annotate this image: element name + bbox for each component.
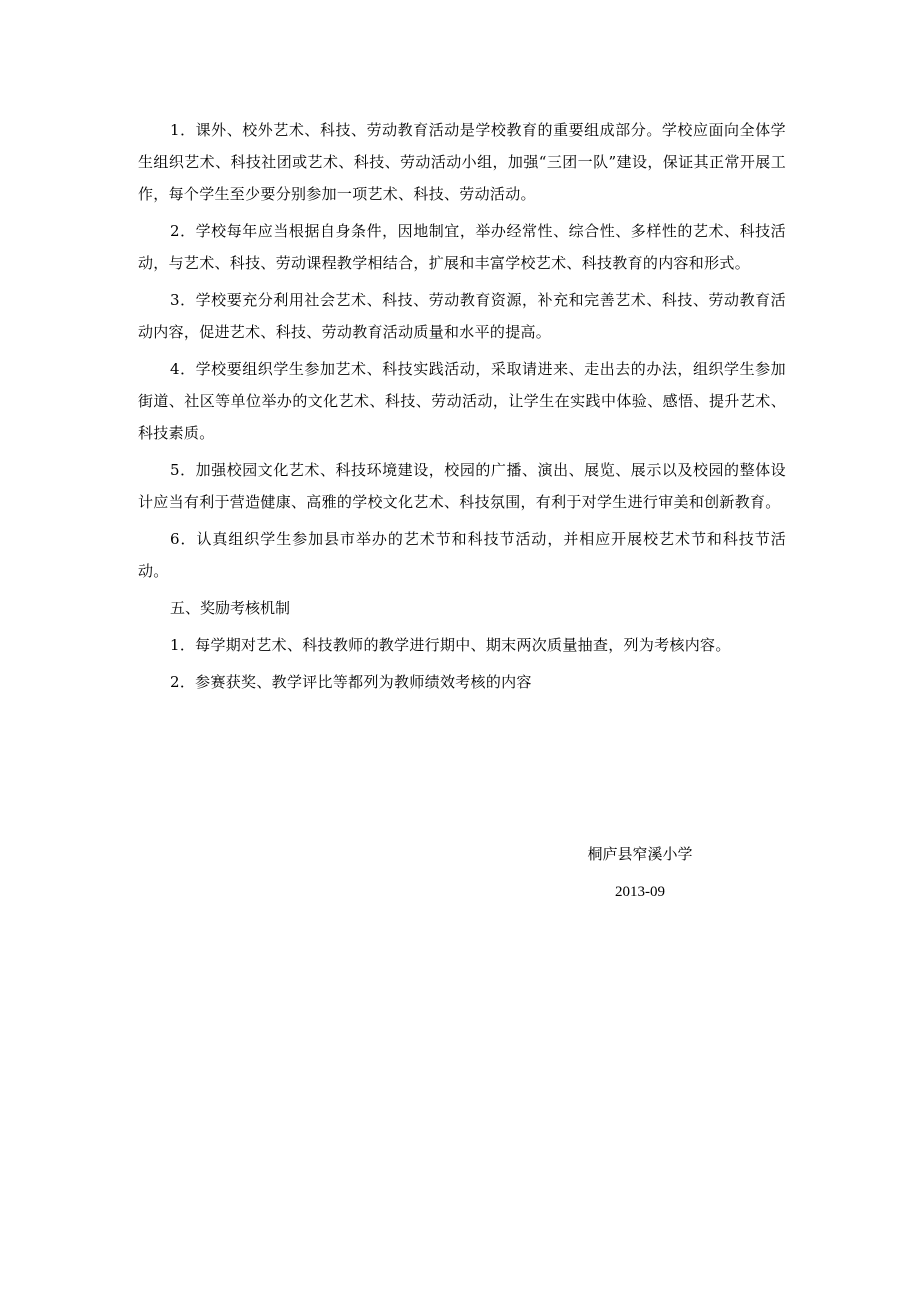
paragraph-4-5: 5．加强校园文化艺术、科技环境建设，校园的广播、演出、展览、展示以及校园的整体设计应当有利于营造健康、高雅的学校文化艺术、科技氛围，有利于对学生进行审美和创新教育。 bbox=[138, 461, 786, 511]
section-heading-rewards: 五、奖励考核机制 bbox=[170, 599, 291, 617]
paragraph-4-2: 2．学校每年应当根据自身条件，因地制宜，举办经常性、综合性、多样性的艺术、科技活动，与艺术、科技、劳动课程教学相结合，扩展和丰富学校艺术、科技教育的内容和形式。 bbox=[138, 222, 786, 272]
signature-date: 2013-09 bbox=[615, 884, 665, 900]
paragraph-5-2: 2．参赛获奖、教学评比等都列为教师绩效考核的内容 bbox=[170, 673, 532, 691]
paragraph-4-4: 4．学校要组织学生参加艺术、科技实践活动，采取请进来、走出去的办法，组织学生参加街道、社区等单位举办的文化艺术、科技、劳动活动，让学生在实践中体验、感悟、提升艺术、科技素质。 bbox=[138, 360, 786, 442]
paragraph-4-1: 1．课外、校外艺术、科技、劳动教育活动是学校教育的重要组成部分。学校应面向全体学生组织艺术、科技社团或艺术、科技、劳动活动小组，加强“三团一队”建设，保证其正常开展工作，每个学生至少要分别参加一项艺术、科技、劳动活动。 bbox=[138, 121, 786, 203]
paragraph-4-6: 6．认真组织学生参加县市举办的艺术节和科技节活动，并相应开展校艺术节和科技节活动。 bbox=[138, 530, 786, 580]
signature-block bbox=[560, 838, 720, 908]
document-body bbox=[138, 114, 786, 703]
signature-organization: 桐庐县窄溪小学 bbox=[587, 845, 693, 863]
paragraph-4-3: 3．学校要充分利用社会艺术、科技、劳动教育资源，补充和完善艺术、科技、劳动教育活动内容，促进艺术、科技、劳动教育活动质量和水平的提高。 bbox=[138, 291, 786, 341]
paragraph-5-1: 1．每学期对艺术、科技教师的教学进行期中、期末两次质量抽查，列为考核内容。 bbox=[170, 636, 731, 654]
